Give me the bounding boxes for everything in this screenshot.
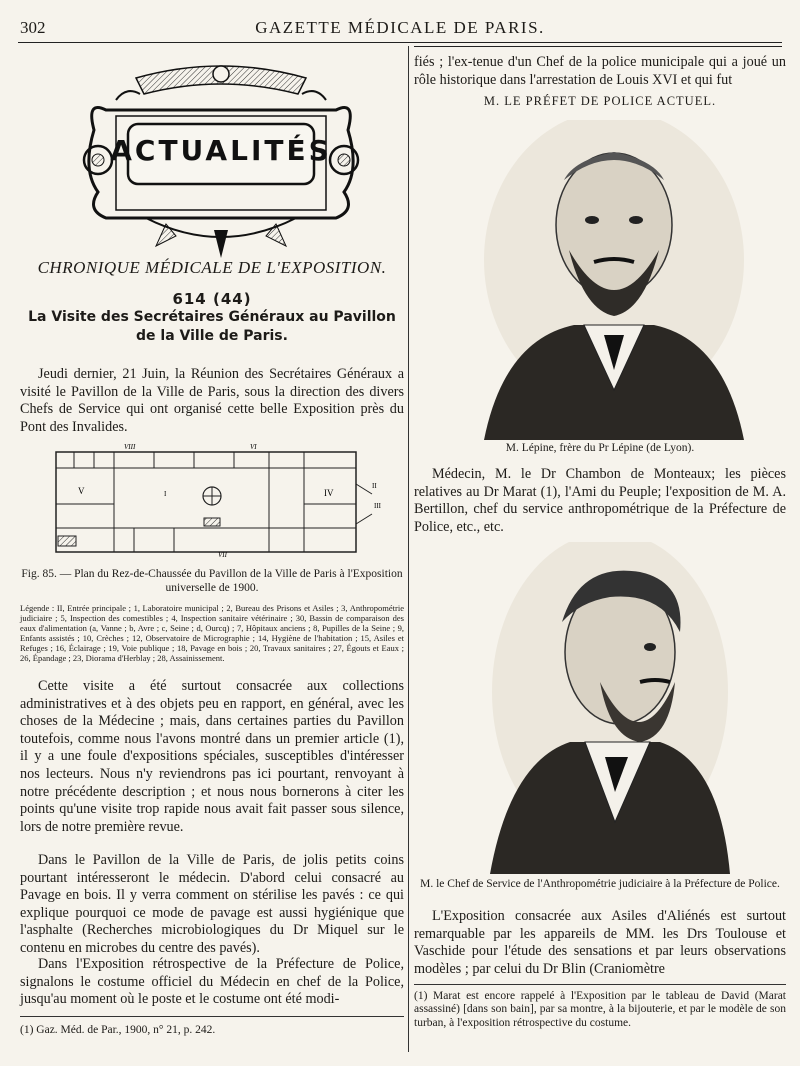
footnote-rule xyxy=(414,984,786,985)
page-header xyxy=(18,14,782,44)
footnote-left: (1) Gaz. Méd. de Par., 1900, n° 21, p. 242. xyxy=(20,1024,216,1036)
paragraph-asiles: L'Exposition consacrée aux Asiles d'Aliénés est surtout remarquable par les appareils de MM. les Drs Toulouse et Vaschide pour l'étude des sensations et par leurs observations modèles ; par celui du Dr Blin (Craniomètre xyxy=(414,908,786,977)
plan-label: III xyxy=(374,502,381,510)
plan-label: VIII xyxy=(124,444,136,451)
paragraph-pavage: Dans le Pavillon de la Ville de Paris, de jolis petits coins pourtant intéresseront le médecin. D'abord celui consacré au Pavage en bois. Il y verra comment on stérilise les pavés : ce qui explique pourquoi ce mode de pavage est aussi hygiénique que l'asphalte (Recherches microbiologiques du Dr Miquel sur le contenu en microbes du centre des pavés). xyxy=(20,852,404,956)
paragraph-visit: Cette visite a été surtout consacrée aux collections administratives et à des objets peu en rapport, en général, avec les choses de la Médecine ; mais, dans certaines parties du Pavillon toutefois, comme nous l'avons montré dans un premier article (1), il y a une foule d'expositions spéciales, susceptibles d'intéresser nos lecteurs. Nous n'y reviendrons pas ici pourtant, renvoyant à notre précédente description ; et nous nous bornerons à citer les points qu'une visite trop rapide nous avait fait passer sous silence, lors de notre première revue. xyxy=(20,678,404,835)
portrait-engraving-icon xyxy=(474,120,754,440)
plan-label: II xyxy=(372,482,377,490)
article-title: La Visite des Secrétaires Généraux au Pavillon de la Ville de Paris. xyxy=(28,309,396,344)
paragraph-continuation: fiés ; l'ex-tenue d'un Chef de la police municipale qui a joué un rôle historique dans l'arrestation de Louis XVI et qui fut xyxy=(414,54,786,88)
actualites-banner xyxy=(76,60,366,260)
banner-title: ACTUALITÉS xyxy=(110,134,332,167)
journal-title: GAZETTE MÉDICALE DE PARIS. xyxy=(255,18,545,37)
floor-plan-figure xyxy=(54,444,384,558)
plan-label: VII xyxy=(218,551,227,558)
footnote-rule xyxy=(20,1016,404,1017)
plan-label: I xyxy=(164,490,167,498)
plan-label: VI xyxy=(250,444,257,451)
portrait-bertillon xyxy=(490,542,730,874)
paragraph-medecin: Médecin, M. le Dr Chambon de Monteaux; les pièces relatives au Dr Marat (1), l'Ami du Peuple; l'exposition de M. A. Bertillon, chef du service anthropométrique de la Préfecture de Police, etc., etc. xyxy=(414,466,786,535)
portrait-lepine xyxy=(474,120,754,440)
portrait-caption-bertillon: M. le Chef de Service de l'Anthropométrie judiciaire à la Préfecture de Police. xyxy=(420,878,780,890)
figure-legend: Légende : II, Entrée principale ; 1, Laboratoire municipal ; 2, Bureau des Prisons et Asiles ; 3, Anthropométrie judiciaire ; 5, Inspection des comestibles ; 4, Inspection sanitaire vétérinaire ; 30, Bassin de comparaison des eaux d'alimentation (a, Vanne ; b, Avre ; c, Seine ; d, Ourcq) ; 7, Hôpitaux anciens ; 8, Pupilles de la Seine ; 9, Enfants assistés ; 10, Crèches ; 12, Observatoire de Micrographie ; 14, Hygiène de l'habitation ; 15, Asiles et Refuges ; 16, Éclairage ; 19, Voie publique ; 18, Pavage en bois ; 20, Travaux sanitaires ; 27, Égouts et Eaux ; 26, Épandage ; 23, Diorama d'Herblay ; 28, Assainissement. xyxy=(20,603,404,663)
column-separator xyxy=(408,46,409,1052)
portrait-title: M. LE PRÉFET DE POLICE ACTUEL. xyxy=(483,94,717,108)
paragraph-intro: Jeudi dernier, 21 Juin, la Réunion des Secrétaires Généraux a visité le Pavillon de la Ville de Paris, sous la direction des divers Chefs de Service qui ont organisé cette belle Exposition près du Pont des Invalides. xyxy=(20,366,404,435)
portrait-engraving-icon xyxy=(490,542,730,874)
footnote-right: (1) Marat est encore rappelé à l'Exposition par le tableau de David (Marat assassiné) [dans son bain], par sa montre, à la bijouterie, et par le modèle de son turban, à l'exposition rétrospective du costume. xyxy=(414,990,786,1029)
figure-caption: Fig. 85. — Plan du Rez-de-Chaussée du Pavillon de la Ville de Paris à l'Exposition universelle de 1900. xyxy=(21,568,403,594)
section-title: CHRONIQUE MÉDICALE DE L'EXPOSITION. xyxy=(37,258,387,277)
plan-label: IV xyxy=(324,488,334,498)
article-number: 614 (44) xyxy=(172,290,252,308)
paragraph-prefecture: Dans l'Exposition rétrospective de la Préfecture de Police, signalons le costume officiel du Médecin en chef de la Police, jusqu'au moment où le poste et le costume ont été modi- xyxy=(20,956,404,1008)
plan-label: V xyxy=(78,486,85,496)
header-rule-secondary xyxy=(414,46,782,47)
header-rule xyxy=(18,42,782,43)
portrait-caption-lepine: M. Lépine, frère du Pr Lépine (de Lyon). xyxy=(505,442,695,454)
floor-plan-icon xyxy=(54,444,384,558)
page-number: 302 xyxy=(20,18,46,37)
